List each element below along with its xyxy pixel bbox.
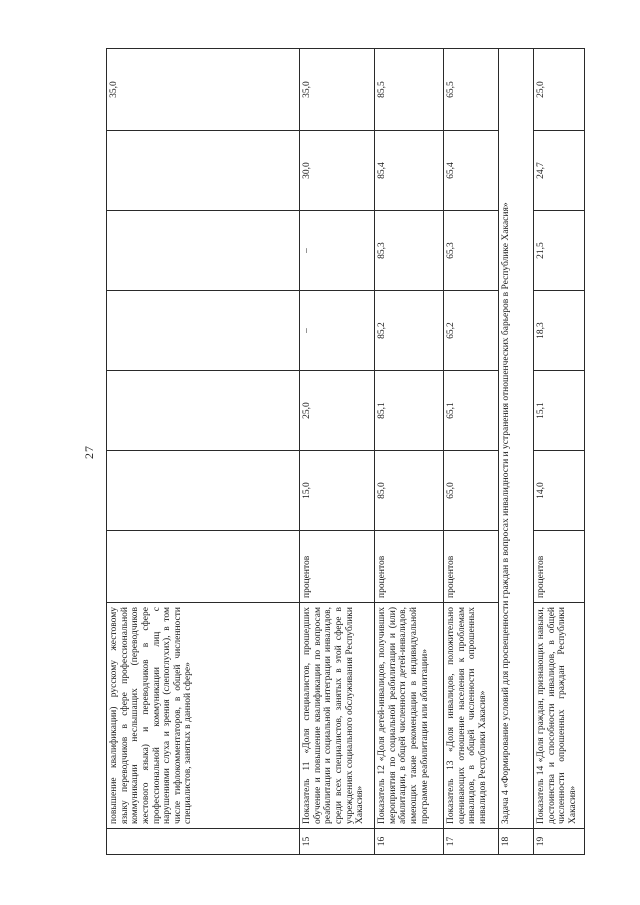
value-cell: – [300,211,375,291]
value-cell: 85,2 [375,291,444,371]
page-number: 27 [82,445,96,459]
value-cell: 85,4 [375,131,444,211]
row-number: 17 [444,829,499,855]
value-cell [107,131,300,211]
table-row [444,49,499,855]
task-description: Задача 4 «Формирование условий для просвещенности граждан в вопросах инвалидности и устранения отношенческих барьеров в Республике Хакасия» [499,49,534,829]
row-number: 16 [375,829,444,855]
indicator-description: Показатель 13 «Доля инвалидов, положительно оценивающих отношение населения к проблемам инвалидов, в общей численности опрошенных инвалидов Республики Хакасия» [444,603,499,829]
table-row [534,49,585,855]
unit-cell [107,531,300,603]
row-number: 19 [534,829,585,855]
value-cell: 30,0 [300,131,375,211]
unit-cell: процентов [534,531,585,603]
table-row [300,49,375,855]
value-cell: 25,0 [300,371,375,451]
value-cell: 85,1 [375,371,444,451]
indicator-description: Показатель 11 «Доля специалистов, прошедших обучение и повышение квалификации по вопросам реабилитации и социальной интеграции инвалидов, среди всех специалистов, занятых в этой сфере в учреждениях социального обслуживания Республики Хакасия» [300,603,375,829]
unit-cell: процентов [375,531,444,603]
value-cell [107,211,300,291]
value-cell: 65,0 [444,451,499,531]
value-cell: 15,0 [300,451,375,531]
row-number: 15 [300,829,375,855]
indicator-description: Показатель 14 «Доля граждан, признающих навыки, достоинства и способности инвалидов, в общей численности опрошенных граждан Республики Хакасия» [534,603,585,829]
task-row [499,49,534,855]
indicator-description: повышение квалификации) русскому жестовому языку переводчиков в сфере профессиональной коммуникации неслышащих (переводчиков жестового языка) и переводчиков в сфере профессиональной коммуникации лиц с нарушениями слуха и зрения (слепоглухих), в том числе тифлокомментаторов, в общей численности специалистов, занятых в данной сфере» [107,603,300,829]
value-cell: 85,5 [375,49,444,131]
value-cell [107,451,300,531]
row-number [107,829,300,855]
value-cell: 65,2 [444,291,499,371]
indicators-table [106,48,585,855]
value-cell: 14,0 [534,451,585,531]
table-row [375,49,444,855]
value-cell: 35,0 [300,49,375,131]
table-row [107,49,300,855]
value-cell: 65,3 [444,211,499,291]
value-cell: 15,1 [534,371,585,451]
value-cell: 85,3 [375,211,444,291]
value-cell: 65,5 [444,49,499,131]
rotated-page [82,49,578,855]
value-cell: 65,1 [444,371,499,451]
value-cell: 25,0 [534,49,585,131]
value-cell: 65,4 [444,131,499,211]
value-cell: 21,5 [534,211,585,291]
value-cell: 35,0 [107,49,300,131]
value-cell: 85,0 [375,451,444,531]
value-cell: – [300,291,375,371]
value-cell [107,291,300,371]
value-cell [107,371,300,451]
row-number: 18 [499,829,534,855]
indicator-description: Показатель 12 «Доля детей-инвалидов, получивших мероприятия по социальной реабилитации и (или) абилитации, в общей численности детей-инвалидов, имеющих такие рекомендации в индивидуальной программе реабилитации или абилитации» [375,603,444,829]
unit-cell: процентов [300,531,375,603]
value-cell: 18,3 [534,291,585,371]
unit-cell: процентов [444,531,499,603]
value-cell: 24,7 [534,131,585,211]
